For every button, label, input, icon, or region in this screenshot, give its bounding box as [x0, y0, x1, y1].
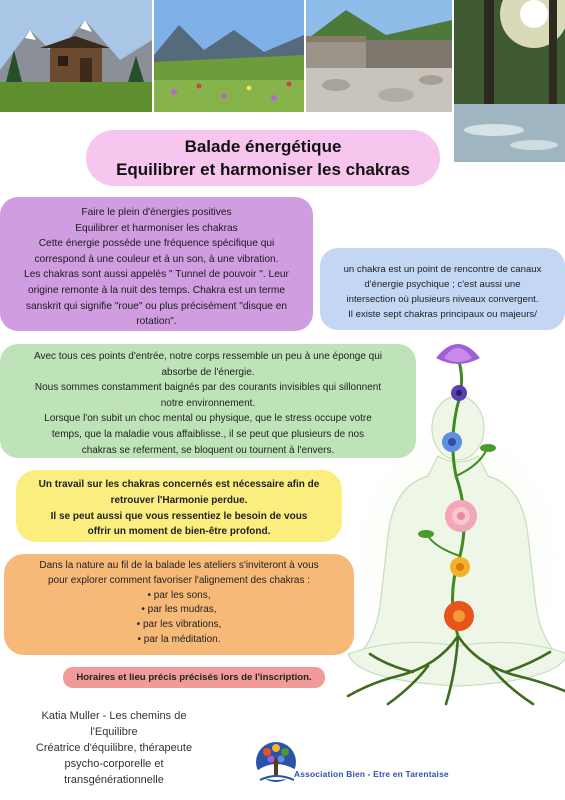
points-line: Avec tous ces points d'entrée, notre corps ressemble un peu à une éponge qui: [33, 351, 383, 362]
title-banner: [86, 130, 440, 186]
forest-stream-sun-photo: [454, 0, 565, 162]
nature-bullet: • par la méditation.: [137, 633, 221, 645]
points-line: chakras se referment, se bloquent ou tournent à l'envers.: [81, 444, 335, 456]
title-line-1: Balade énergétique: [184, 137, 342, 156]
intro-line: Cette énergie possède une fréquence spécifique qui: [38, 238, 275, 250]
energy-points-box: [0, 344, 416, 458]
nature-bullet: • par les mudras,: [141, 604, 217, 616]
intro-line: rotation".: [136, 316, 177, 328]
author-line: l'Equilibre: [90, 726, 138, 738]
definition-line: un chakra est un point de rencontre de canaux: [343, 264, 542, 275]
nature-bullet: • par les sons,: [147, 589, 211, 601]
points-line: temps, que la maladie vous affaiblisse., il se peut que plusieurs de nos: [51, 428, 365, 440]
nature-bullet: • par les vibrations,: [136, 619, 222, 631]
travail-line: offrir un moment de bien-être profond.: [87, 526, 271, 538]
author-line: Créatrice d'équilibre, thérapeute: [35, 742, 193, 754]
schedule-text: Horaires et lieu précis précisés lors de l'inscription.: [76, 672, 312, 683]
schedule-note: [63, 667, 325, 688]
points-line: notre environnement.: [160, 397, 256, 409]
title-line-2: Equilibrer et harmoniser les chakras: [116, 160, 410, 179]
intro-line: correspond à une couleur et à un son, à une vibration.: [34, 253, 279, 265]
points-line: Lorsque l'on subit un choc mental ou physique, que le stress occupe votre: [44, 413, 372, 425]
alpine-meadow-photo: [154, 0, 304, 112]
travail-line: Un travail sur les chakras concernés est nécessaire afin de: [38, 479, 320, 490]
author-line: transgénérationnelle: [64, 774, 164, 786]
travail-line: retrouver l'Harmonie perdue.: [110, 494, 248, 506]
mountain-chalet-photo: [0, 0, 152, 112]
river-bridge-photo: [306, 0, 452, 112]
definition-line: intersection où plusieurs niveaux convergent.: [346, 294, 539, 305]
nature-line: Dans la nature au fil de la balade les ateliers s'inviteront à vous: [39, 560, 319, 571]
points-line: absorbe de l'énergie.: [161, 366, 255, 378]
author-signature: [22, 708, 206, 788]
chakra-definition-box: [320, 248, 565, 330]
chakra-work-box: [16, 470, 342, 542]
intro-line: sanskrit qui signifie "roue" ou plus précisément "disque en: [25, 300, 288, 312]
intro-line: Faire le plein d'énergies positives: [81, 207, 232, 218]
nature-line: pour explorer comment favoriser l'alignement des chakras :: [47, 574, 311, 586]
nature-workshops-box: [4, 554, 354, 655]
tree-of-life-logo-icon: [254, 740, 300, 786]
association-logo: [254, 740, 474, 788]
intro-box: [0, 197, 313, 331]
travail-line: Il se peut aussi que vous ressentiez le besoin de vous: [50, 510, 308, 522]
intro-line: Equilibrer et harmoniser les chakras: [75, 222, 238, 234]
author-line: Katia Muller - Les chemins de: [41, 710, 187, 722]
definition-line: d'énergie psychique ; c'est aussi une: [364, 279, 521, 290]
intro-line: origine remonte à la nuit des temps. Chakra est un terme: [27, 284, 286, 296]
association-name: Association Bien - Etre en Tarentaise: [294, 769, 449, 779]
points-line: Nous sommes constamment baignés par des courants invisibles qui sillonnent: [34, 382, 382, 394]
intro-line: Les chakras sont aussi appelés " Tunnel de pouvoir ". Leur: [24, 269, 289, 281]
definition-line: Il existe sept chakras principaux ou majeurs/: [348, 309, 537, 320]
author-line: psycho-corporelle et: [64, 758, 164, 770]
